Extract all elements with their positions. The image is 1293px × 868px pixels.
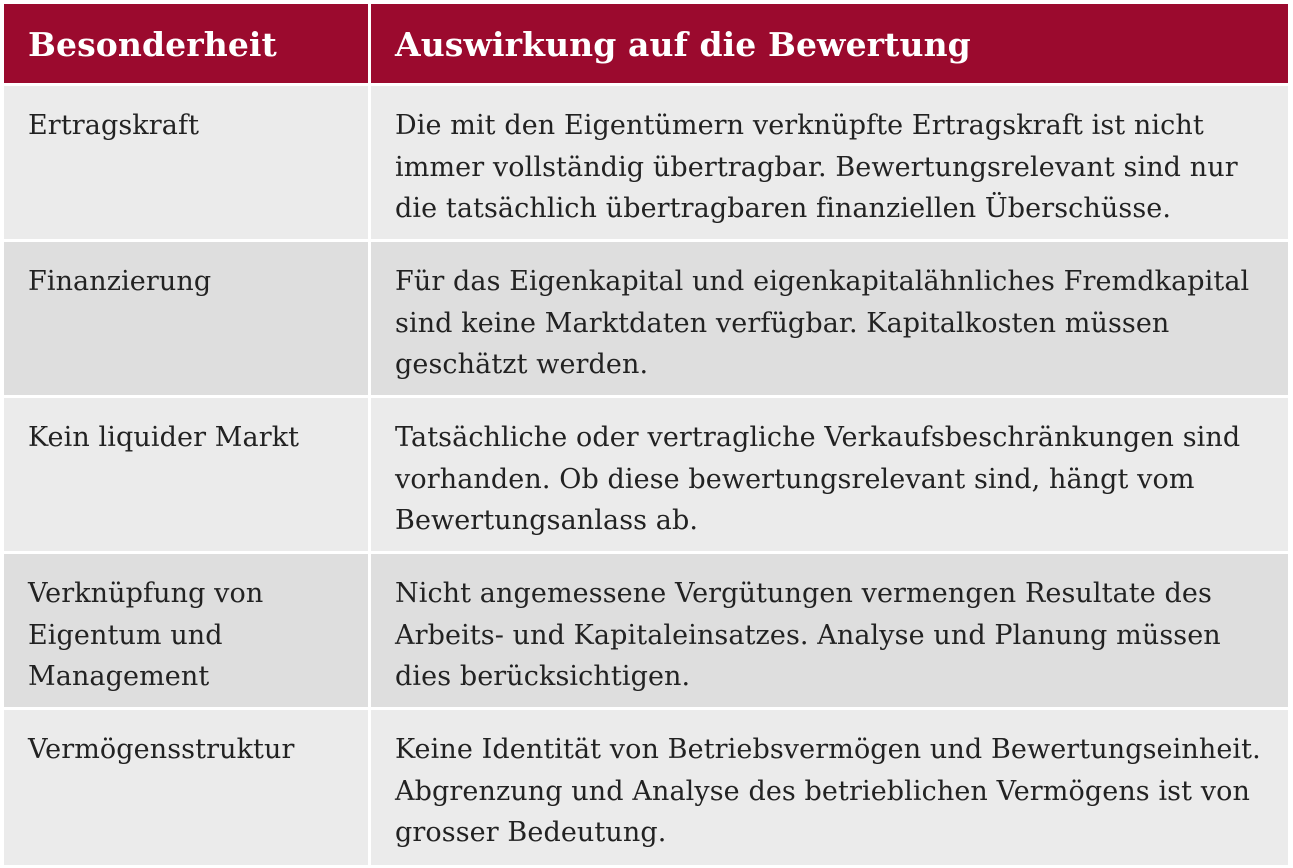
impact-cell: Die mit den Eigentümern verknüpfte Ertragskraft ist nicht immer vollständig übertragbar. Bewertungsrelevant sind nur die tatsächlich übertragbaren finanziellen Überschüsse. bbox=[371, 86, 1288, 239]
table-row bbox=[4, 710, 1288, 865]
header-besonderheit: Besonderheit bbox=[4, 4, 368, 83]
impact-cell: Nicht angemessene Vergütungen vermengen Resultate des Arbeits- und Kapitaleinsatzes. Analyse und Planung müssen dies berücksichtigen. bbox=[371, 554, 1288, 707]
table-row bbox=[4, 86, 1288, 239]
feature-cell: Vermögensstruktur bbox=[4, 710, 368, 865]
impact-cell: Keine Identität von Betriebsvermögen und Bewertungseinheit. Abgrenzung und Analyse des betrieblichen Vermögens ist von grosser Bedeutung. bbox=[371, 710, 1288, 865]
header-auswirkung: Auswirkung auf die Bewertung bbox=[371, 4, 1288, 83]
comparison-table bbox=[4, 4, 1288, 868]
feature-cell: Ertragskraft bbox=[4, 86, 368, 239]
feature-cell: Finanzierung bbox=[4, 242, 368, 395]
impact-cell: Für das Eigenkapital und eigenkapitalähnliches Fremdkapital sind keine Marktdaten verfügbar. Kapitalkosten müssen geschätzt werden. bbox=[371, 242, 1288, 395]
table-header-row bbox=[4, 4, 1288, 83]
table-row bbox=[4, 242, 1288, 395]
feature-cell: Verknüpfung von Eigentum und Management bbox=[4, 554, 368, 707]
table-row bbox=[4, 554, 1288, 707]
feature-cell: Kein liquider Markt bbox=[4, 398, 368, 551]
impact-cell: Tatsächliche oder vertragliche Verkaufsbeschränkungen sind vorhanden. Ob diese bewertungsrelevant sind, hängt vom Bewertungsanlass ab. bbox=[371, 398, 1288, 551]
table-row bbox=[4, 398, 1288, 551]
